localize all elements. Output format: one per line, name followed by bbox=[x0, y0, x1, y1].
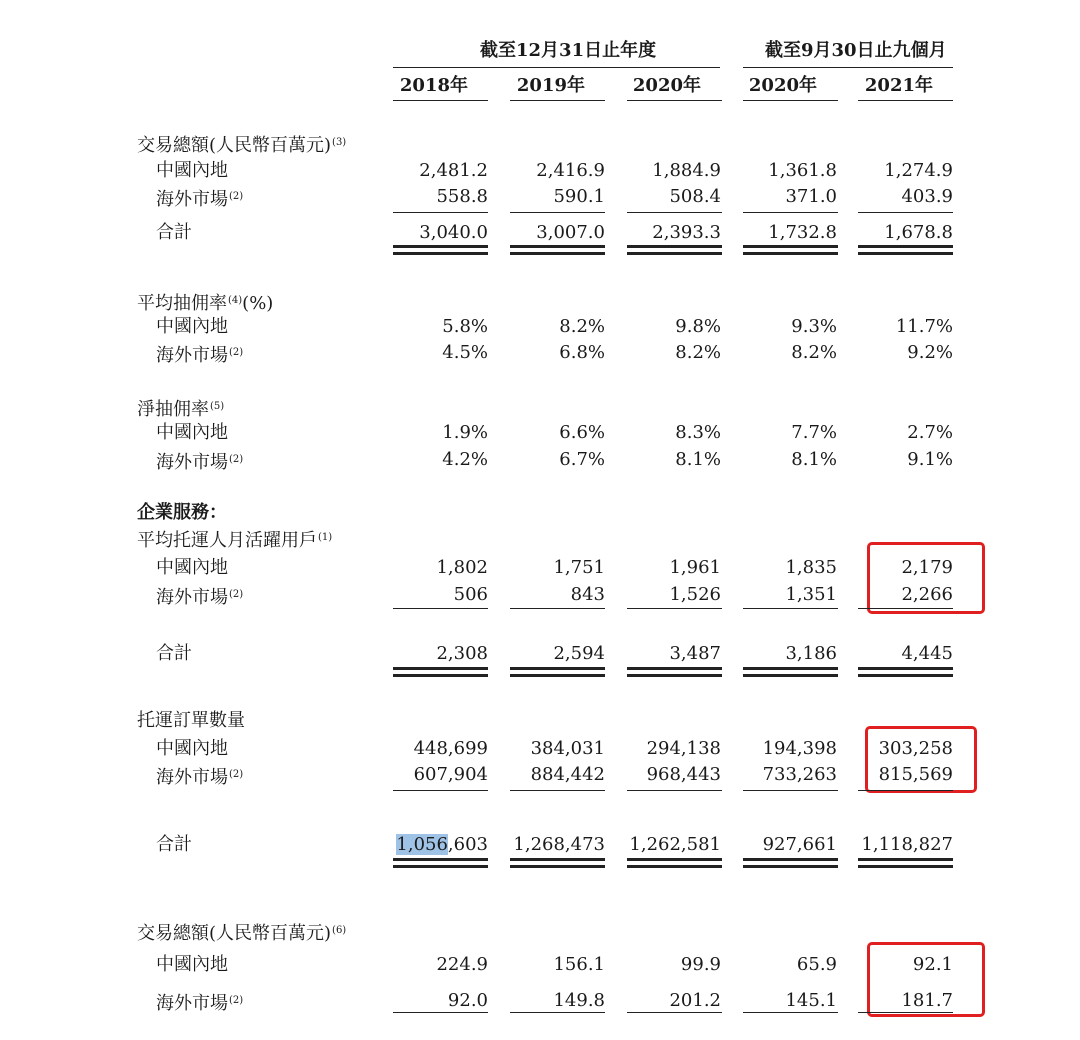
value-cell: 403.9 bbox=[901, 186, 953, 207]
subtotal-rule bbox=[858, 790, 953, 791]
section-title: 淨抽佣率$^{(5)}$ bbox=[137, 399, 225, 420]
row-label: 合計 bbox=[156, 643, 192, 664]
value-cell: 9.8% bbox=[675, 316, 721, 337]
value-cell: 2,393.3 bbox=[652, 222, 721, 243]
value-cell: 2.7% bbox=[907, 422, 953, 443]
value-cell: 224.9 bbox=[436, 954, 488, 975]
row-label: 中國內地 bbox=[156, 160, 228, 181]
unit-suffix: (%) bbox=[242, 293, 274, 314]
footnote-marker: (1) bbox=[318, 532, 333, 543]
row-label: 海外市場$^{(2)}$ bbox=[156, 767, 244, 788]
total-double-rule bbox=[627, 858, 722, 868]
value-cell: 8.2% bbox=[675, 342, 721, 363]
total-double-rule bbox=[510, 245, 605, 255]
subtotal-rule bbox=[393, 212, 488, 213]
footnote-marker: (2) bbox=[229, 995, 244, 1006]
subtotal-rule bbox=[510, 212, 605, 213]
total-double-rule bbox=[510, 858, 605, 868]
value-cell: 558.8 bbox=[436, 186, 488, 207]
value-cell: 1,835 bbox=[785, 557, 837, 578]
value-cell: 201.2 bbox=[669, 990, 721, 1011]
year-col-1: 2018年 bbox=[399, 75, 468, 96]
value-cell: 1,751 bbox=[553, 557, 605, 578]
value-cell: 8.3% bbox=[675, 422, 721, 443]
section-title: 平均抽佣率$^{(4)}$(%) bbox=[137, 293, 274, 314]
value-cell: 181.7 bbox=[901, 990, 953, 1011]
total-double-rule bbox=[393, 858, 488, 868]
value-cell: 303,258 bbox=[878, 738, 953, 759]
subtotal-rule bbox=[743, 790, 838, 791]
subtotal-rule bbox=[393, 1012, 488, 1013]
value-cell: 4.5% bbox=[442, 342, 488, 363]
value-cell: 145.1 bbox=[785, 990, 837, 1011]
year-col-5: 2021年 bbox=[864, 75, 933, 96]
value-cell: 1,678.8 bbox=[884, 222, 953, 243]
value-cell: 5.8% bbox=[442, 316, 488, 337]
total-double-rule bbox=[627, 667, 722, 677]
subtotal-rule bbox=[510, 790, 605, 791]
year-col-4: 2020年 bbox=[748, 75, 817, 96]
footnote-marker: (2) bbox=[229, 454, 244, 465]
year-col-3: 2020年 bbox=[632, 75, 701, 96]
value-cell: 607,904 bbox=[413, 764, 488, 785]
value-cell: 448,699 bbox=[413, 738, 488, 759]
value-cell: 506 bbox=[453, 584, 488, 605]
total-double-rule bbox=[858, 667, 953, 677]
value-cell: 968,443 bbox=[646, 764, 721, 785]
value-cell: 3,040.0 bbox=[419, 222, 488, 243]
value-cell: 1,526 bbox=[669, 584, 721, 605]
value-cell: 9.3% bbox=[791, 316, 837, 337]
subtotal-rule bbox=[627, 790, 722, 791]
year-underline-4 bbox=[743, 100, 838, 101]
subtotal-rule bbox=[510, 608, 605, 609]
value-cell: 11.7% bbox=[895, 316, 953, 337]
value-cell: 3,186 bbox=[785, 643, 837, 664]
value-cell: 3,007.0 bbox=[536, 222, 605, 243]
total-double-rule bbox=[743, 667, 838, 677]
row-label: 海外市場$^{(2)}$ bbox=[156, 587, 244, 608]
total-double-rule bbox=[627, 245, 722, 255]
total-double-rule bbox=[393, 667, 488, 677]
footnote-marker: (2) bbox=[229, 191, 244, 202]
value-cell: 1,802 bbox=[436, 557, 488, 578]
value-cell: 4,445 bbox=[901, 643, 953, 664]
value-cell: 8.2% bbox=[791, 342, 837, 363]
value-cell: 92.0 bbox=[447, 990, 488, 1011]
total-double-rule bbox=[743, 858, 838, 868]
subtotal-rule bbox=[743, 608, 838, 609]
value-cell: 1.9% bbox=[442, 422, 488, 443]
subtotal-rule bbox=[627, 608, 722, 609]
total-double-rule bbox=[858, 858, 953, 868]
value-cell: 9.2% bbox=[907, 342, 953, 363]
row-label: 海外市場$^{(2)}$ bbox=[156, 345, 244, 366]
row-label: 海外市場$^{(2)}$ bbox=[156, 993, 244, 1014]
value-cell: 9.1% bbox=[907, 449, 953, 470]
total-double-rule bbox=[393, 245, 488, 255]
value-cell: 8.1% bbox=[675, 449, 721, 470]
value-cell: 1,884.9 bbox=[652, 160, 721, 181]
header-rule-9m bbox=[743, 67, 953, 68]
footnote-marker: (6) bbox=[332, 925, 347, 936]
value-cell: 1,274.9 bbox=[884, 160, 953, 181]
value-cell: 7.7% bbox=[791, 422, 837, 443]
footnote-marker: (4) bbox=[228, 295, 243, 306]
subtotal-rule bbox=[858, 1012, 953, 1013]
value-cell: 371.0 bbox=[785, 186, 837, 207]
subtotal-rule bbox=[627, 1012, 722, 1013]
value-cell: 99.9 bbox=[680, 954, 721, 975]
subtotal-rule bbox=[858, 212, 953, 213]
value-cell: 2,481.2 bbox=[419, 160, 488, 181]
value-cell: 1,961 bbox=[669, 557, 721, 578]
value-cell: 8.1% bbox=[791, 449, 837, 470]
year-underline-2 bbox=[510, 100, 605, 101]
value-cell: 1,351 bbox=[785, 584, 837, 605]
section-title: 交易總額(人民幣百萬元)$^{(3)}$ bbox=[137, 135, 347, 156]
value-cell: 927,661 bbox=[762, 834, 837, 855]
unselected-text: ,603 bbox=[447, 834, 488, 855]
section-title: 托運訂單數量 bbox=[137, 710, 245, 731]
value-cell: 1,268,473 bbox=[513, 834, 605, 855]
subtotal-rule bbox=[743, 1012, 838, 1013]
value-cell: 1,732.8 bbox=[768, 222, 837, 243]
total-double-rule bbox=[858, 245, 953, 255]
total-double-rule bbox=[743, 245, 838, 255]
year-underline-3 bbox=[627, 100, 722, 101]
value-cell: 384,031 bbox=[530, 738, 605, 759]
section-subtitle: 平均托運人月活躍用戶$^{(1)}$ bbox=[137, 530, 333, 551]
subtotal-rule bbox=[393, 608, 488, 609]
section-title: 交易總額(人民幣百萬元)$^{(6)}$ bbox=[137, 923, 347, 944]
footnote-marker: (3) bbox=[332, 137, 347, 148]
value-cell: 6.7% bbox=[559, 449, 605, 470]
total-double-rule bbox=[510, 667, 605, 677]
value-cell: 733,263 bbox=[762, 764, 837, 785]
subtotal-rule bbox=[510, 1012, 605, 1013]
value-cell: 2,594 bbox=[553, 643, 605, 664]
row-label: 中國內地 bbox=[156, 738, 228, 759]
value-cell: 1,361.8 bbox=[768, 160, 837, 181]
footnote-marker: (2) bbox=[229, 589, 244, 600]
value-cell: 2,179 bbox=[901, 557, 953, 578]
row-label: 中國內地 bbox=[156, 316, 228, 337]
header-nine-months: 截至9月30日止九個月 bbox=[765, 40, 947, 61]
subtotal-rule bbox=[858, 608, 953, 609]
subtotal-rule bbox=[627, 212, 722, 213]
value-cell: 6.8% bbox=[559, 342, 605, 363]
value-cell: 884,442 bbox=[530, 764, 605, 785]
year-col-2: 2019年 bbox=[516, 75, 585, 96]
value-cell: 8.2% bbox=[559, 316, 605, 337]
value-cell: 3,487 bbox=[669, 643, 721, 664]
row-label: 海外市場$^{(2)}$ bbox=[156, 189, 244, 210]
footnote-marker: (2) bbox=[229, 769, 244, 780]
header-rule-fy bbox=[393, 67, 720, 68]
row-label: 中國內地 bbox=[156, 557, 228, 578]
value-cell: 149.8 bbox=[553, 990, 605, 1011]
value-cell: 6.6% bbox=[559, 422, 605, 443]
value-cell: 843 bbox=[570, 584, 605, 605]
section-title: 企業服務： bbox=[137, 502, 227, 523]
value-cell: 65.9 bbox=[796, 954, 837, 975]
footnote-marker: (2) bbox=[229, 347, 244, 358]
value-cell: 156.1 bbox=[553, 954, 605, 975]
value-cell: 92.1 bbox=[912, 954, 953, 975]
row-label: 合計 bbox=[156, 834, 192, 855]
selected-text: 1,056 bbox=[396, 834, 448, 855]
value-cell: 815,569 bbox=[878, 764, 953, 785]
value-cell: 1,118,827 bbox=[861, 834, 953, 855]
value-cell: 4.2% bbox=[442, 449, 488, 470]
row-label: 中國內地 bbox=[156, 954, 228, 975]
value-cell: 194,398 bbox=[762, 738, 837, 759]
row-label: 海外市場$^{(2)}$ bbox=[156, 452, 244, 473]
subtotal-rule bbox=[743, 212, 838, 213]
value-cell: 294,138 bbox=[646, 738, 721, 759]
value-cell: 508.4 bbox=[669, 186, 721, 207]
value-cell: 2,416.9 bbox=[536, 160, 605, 181]
value-cell: 2,266 bbox=[901, 584, 953, 605]
value-cell: 590.1 bbox=[553, 186, 605, 207]
value-cell: 2,308 bbox=[436, 643, 488, 664]
header-fiscal-year: 截至12月31日止年度 bbox=[480, 40, 657, 61]
year-underline-5 bbox=[858, 100, 953, 101]
footnote-marker: (5) bbox=[210, 401, 225, 412]
row-label: 中國內地 bbox=[156, 422, 228, 443]
value-cell: 1,262,581 bbox=[629, 834, 721, 855]
row-label: 合計 bbox=[156, 222, 192, 243]
subtotal-rule bbox=[393, 790, 488, 791]
value-cell bbox=[368, 834, 488, 856]
year-underline-1 bbox=[393, 100, 488, 101]
